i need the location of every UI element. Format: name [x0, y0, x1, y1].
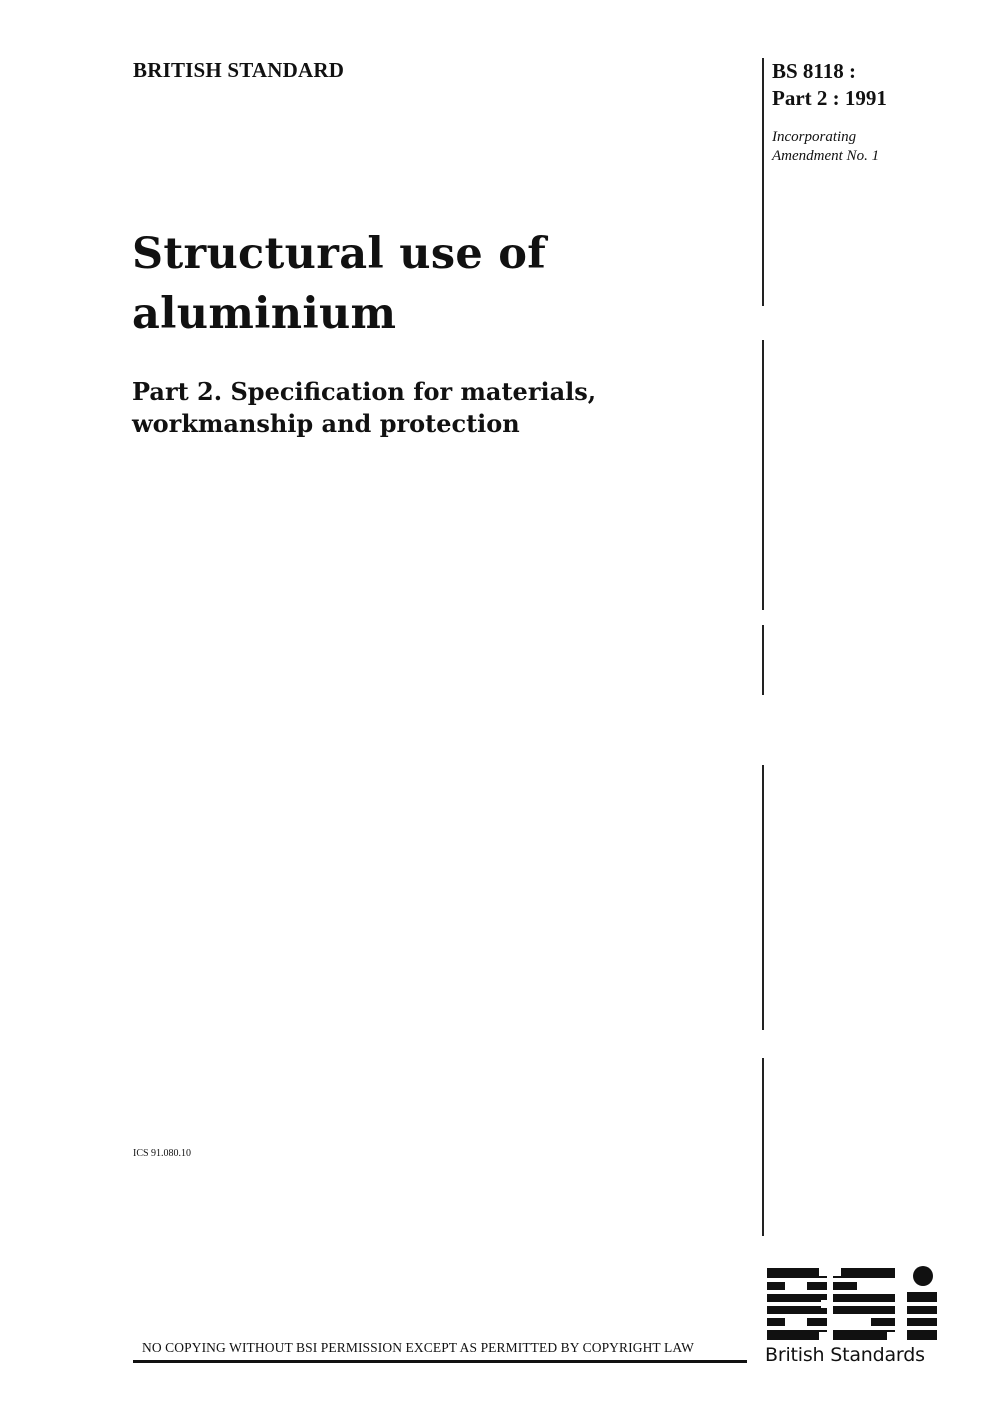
subtitle-line1: Part 2. Specification for materials, [132, 377, 597, 406]
document-title [132, 224, 732, 344]
document-subtitle [132, 376, 732, 440]
margin-rule-segment [762, 625, 764, 695]
ics-code: ICS 91.080.10 [133, 1148, 192, 1159]
title-line2: aluminium [132, 289, 397, 339]
amendment-line1: Incorporating [772, 129, 857, 145]
document-type-label: BRITISH STANDARD [133, 58, 345, 82]
margin-rule-segment [762, 58, 764, 306]
copyright-notice: NO COPYING WITHOUT BSI PERMISSION EXCEPT AS PERMITTED BY COPYRIGHT LAW [142, 1340, 694, 1355]
standard-number-line2: Part 2 : 1991 [772, 86, 887, 110]
title-line1: Structural use of [132, 229, 547, 279]
amendment-note [772, 128, 879, 166]
bsi-logo [765, 1264, 945, 1366]
subtitle-line2: workmanship and protection [132, 409, 520, 438]
standard-number [772, 58, 887, 112]
bsi-logo-icon [765, 1264, 943, 1344]
footer-rule [133, 1360, 747, 1363]
amendment-line2: Amendment No. 1 [772, 148, 880, 164]
margin-rule-segment [762, 340, 764, 610]
margin-rule-segment [762, 1058, 764, 1236]
margin-rule-segment [762, 765, 764, 1030]
standard-number-line1: BS 8118 : [772, 59, 857, 83]
bsi-logo-caption: British Standards [765, 1344, 925, 1366]
